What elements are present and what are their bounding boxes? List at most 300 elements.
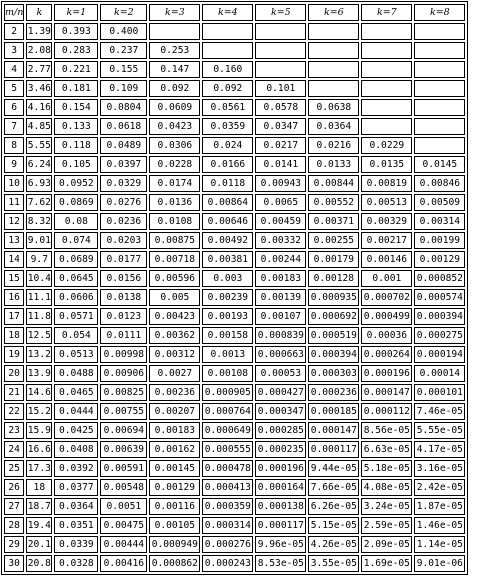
- table-cell: 5.15e-05: [308, 517, 359, 534]
- table-cell: 5.55e-05: [414, 422, 465, 439]
- empty-cell: [361, 23, 412, 40]
- table-cell: 7.66e-05: [308, 479, 359, 496]
- table-body: [4, 23, 465, 572]
- row-label-cell: 3: [4, 42, 24, 59]
- table-cell: 0.0571: [54, 308, 98, 325]
- table-cell: 0.00312: [149, 346, 200, 363]
- table-cell: 0.0488: [54, 365, 98, 382]
- table-cell: 0.0804: [100, 99, 147, 116]
- table-cell: 0.0229: [361, 137, 412, 154]
- empty-cell: [361, 99, 412, 116]
- row-label-cell: 7: [4, 118, 24, 135]
- table-cell: 0.00332: [255, 232, 306, 249]
- table-cell: 0.00146: [361, 251, 412, 268]
- table-cell: 0.00844: [308, 175, 359, 192]
- table-cell: 0.000164: [255, 479, 306, 496]
- empty-cell: [414, 61, 465, 78]
- table-cell: 0.00217: [361, 232, 412, 249]
- row-label-cell: 20: [4, 365, 24, 382]
- table-cell: 0.00193: [202, 308, 253, 325]
- table-cell: 0.00846: [414, 175, 465, 192]
- table-row: [4, 365, 465, 382]
- table-row: [4, 175, 465, 192]
- table-cell: 16.6: [26, 441, 52, 458]
- table-cell: 0.00492: [202, 232, 253, 249]
- table-cell: 0.0328: [54, 555, 98, 572]
- table-cell: 3.55e-05: [308, 555, 359, 572]
- table-row: [4, 422, 465, 439]
- row-label-cell: 4: [4, 61, 24, 78]
- table-cell: 2.77: [26, 61, 52, 78]
- table-cell: 14.6: [26, 384, 52, 401]
- table-cell: 0.160: [202, 61, 253, 78]
- table-cell: 0.0638: [308, 99, 359, 116]
- table-cell: 0.00362: [149, 327, 200, 344]
- table-cell: 1.46e-05: [414, 517, 465, 534]
- table-cell: 0.00371: [308, 213, 359, 230]
- table-cell: 0.0392: [54, 460, 98, 477]
- table-row: [4, 42, 465, 59]
- table-cell: 0.000112: [361, 403, 412, 420]
- table-cell: 0.00239: [202, 289, 253, 306]
- table-cell: 0.00145: [149, 460, 200, 477]
- table-cell: 0.000478: [202, 460, 253, 477]
- table-cell: 0.003: [202, 270, 253, 287]
- table-cell: 0.00158: [202, 327, 253, 344]
- table-cell: 0.00053: [255, 365, 306, 382]
- table-cell: 0.000196: [255, 460, 306, 477]
- table-cell: 6.93: [26, 175, 52, 192]
- row-label-cell: 2: [4, 23, 24, 40]
- table-cell: 0.000285: [255, 422, 306, 439]
- table-cell: 0.109: [100, 80, 147, 97]
- table-cell: 0.000314: [202, 517, 253, 534]
- table-cell: 0.0177: [100, 251, 147, 268]
- column-header: k=7: [361, 4, 412, 21]
- table-cell: 0.00596: [149, 270, 200, 287]
- table-cell: 0.074: [54, 232, 98, 249]
- table-row: [4, 479, 465, 496]
- table-cell: 4.16: [26, 99, 52, 116]
- table-cell: 0.00255: [308, 232, 359, 249]
- table-cell: 0.00116: [149, 498, 200, 515]
- table-row: [4, 308, 465, 325]
- table-cell: 0.0645: [54, 270, 98, 287]
- row-label-cell: 15: [4, 270, 24, 287]
- table-cell: 6.26e-05: [308, 498, 359, 515]
- table-cell: 0.0108: [149, 213, 200, 230]
- table-cell: 0.0136: [149, 194, 200, 211]
- table-row: [4, 327, 465, 344]
- table-cell: 0.0513: [54, 346, 98, 363]
- table-cell: 0.000555: [202, 441, 253, 458]
- column-header: k=3: [149, 4, 200, 21]
- table-cell: 0.00591: [100, 460, 147, 477]
- table-cell: 15.9: [26, 422, 52, 439]
- table-cell: 0.0329: [100, 175, 147, 192]
- column-header: k=5: [255, 4, 306, 21]
- table-row: [4, 346, 465, 363]
- table-row: [4, 555, 465, 572]
- row-label-cell: 9: [4, 156, 24, 173]
- table-cell: 0.000519: [308, 327, 359, 344]
- table-cell: 0.0364: [308, 118, 359, 135]
- table-cell: 18: [26, 479, 52, 496]
- table-cell: 0.000427: [255, 384, 306, 401]
- row-label-cell: 24: [4, 441, 24, 458]
- table-cell: 1.39: [26, 23, 52, 40]
- table-cell: 0.00179: [308, 251, 359, 268]
- table-cell: 0.000196: [361, 365, 412, 382]
- table-cell: 0.000663: [255, 346, 306, 363]
- table-cell: 0.00444: [100, 536, 147, 553]
- table-cell: 0.000764: [202, 403, 253, 420]
- table-cell: 0.00244: [255, 251, 306, 268]
- table-row: [4, 403, 465, 420]
- table-cell: 0.00183: [255, 270, 306, 287]
- row-label-cell: 5: [4, 80, 24, 97]
- table-cell: 0.0228: [149, 156, 200, 173]
- table-cell: 0.000194: [414, 346, 465, 363]
- table-cell: 5.55: [26, 137, 52, 154]
- table-cell: 0.0578: [255, 99, 306, 116]
- table-cell: 0.00108: [202, 365, 253, 382]
- table-cell: 0.0174: [149, 175, 200, 192]
- table-cell: 0.00998: [100, 346, 147, 363]
- empty-cell: [361, 42, 412, 59]
- empty-cell: [361, 61, 412, 78]
- row-label-cell: 23: [4, 422, 24, 439]
- row-label-cell: 27: [4, 498, 24, 515]
- row-label-cell: 30: [4, 555, 24, 572]
- empty-cell: [361, 80, 412, 97]
- table-cell: 0.0423: [149, 118, 200, 135]
- table-cell: 0.00906: [100, 365, 147, 382]
- table-cell: 9.96e-05: [255, 536, 306, 553]
- table-cell: 0.0111: [100, 327, 147, 344]
- table-cell: 0.054: [54, 327, 98, 344]
- table-cell: 0.00207: [149, 403, 200, 420]
- table-cell: 0.005: [149, 289, 200, 306]
- table-cell: 0.000264: [361, 346, 412, 363]
- table-row: [4, 194, 465, 211]
- empty-cell: [414, 99, 465, 116]
- table-cell: 1.14e-05: [414, 536, 465, 553]
- table-cell: 0.00129: [414, 251, 465, 268]
- row-label-cell: 29: [4, 536, 24, 553]
- table-cell: 0.181: [54, 80, 98, 97]
- table-cell: 4.08e-05: [361, 479, 412, 496]
- table-cell: 0.154: [54, 99, 98, 116]
- table-cell: 0.393: [54, 23, 98, 40]
- table-cell: 8.32: [26, 213, 52, 230]
- column-header: k=4: [202, 4, 253, 21]
- table-row: [4, 23, 465, 40]
- table-cell: 0.118: [54, 137, 98, 154]
- table-cell: 0.0013: [202, 346, 253, 363]
- table-cell: 0.0236: [100, 213, 147, 230]
- table-cell: 9.7: [26, 251, 52, 268]
- table-cell: 15.2: [26, 403, 52, 420]
- table-cell: 0.000935: [308, 289, 359, 306]
- table-cell: 0.00825: [100, 384, 147, 401]
- table-cell: 2.42e-05: [414, 479, 465, 496]
- table-cell: 0.0465: [54, 384, 98, 401]
- table-cell: 0.00236: [149, 384, 200, 401]
- table-row: [4, 232, 465, 249]
- empty-cell: [255, 61, 306, 78]
- table-cell: 0.00509: [414, 194, 465, 211]
- row-label-cell: 21: [4, 384, 24, 401]
- column-header: k=2: [100, 4, 147, 21]
- table-cell: 0.000117: [308, 441, 359, 458]
- table-cell: 0.147: [149, 61, 200, 78]
- table-cell: 0.000347: [255, 403, 306, 420]
- table-cell: 0.0145: [414, 156, 465, 173]
- empty-cell: [202, 23, 253, 40]
- table-cell: 0.0141: [255, 156, 306, 173]
- table-cell: 0.00423: [149, 308, 200, 325]
- table-row: [4, 460, 465, 477]
- table-cell: 4.26e-05: [308, 536, 359, 553]
- table-cell: 0.00416: [100, 555, 147, 572]
- table-cell: 0.000702: [361, 289, 412, 306]
- table-cell: 13.9: [26, 365, 52, 382]
- column-header: m/n: [4, 4, 24, 21]
- table-cell: 0.0561: [202, 99, 253, 116]
- row-label-cell: 26: [4, 479, 24, 496]
- table-cell: 0.105: [54, 156, 98, 173]
- table-cell: 17.3: [26, 460, 52, 477]
- row-label-cell: 18: [4, 327, 24, 344]
- table-cell: 0.00162: [149, 441, 200, 458]
- table-cell: 7.62: [26, 194, 52, 211]
- table-cell: 0.00199: [414, 232, 465, 249]
- table-cell: 11.8: [26, 308, 52, 325]
- table-cell: 9.01: [26, 232, 52, 249]
- table-cell: 0.0425: [54, 422, 98, 439]
- empty-cell: [414, 42, 465, 59]
- row-label-cell: 28: [4, 517, 24, 534]
- table-cell: 4.17e-05: [414, 441, 465, 458]
- false-positive-rate-table: [1, 1, 468, 575]
- table-row: [4, 517, 465, 534]
- table-cell: 0.0408: [54, 441, 98, 458]
- empty-cell: [308, 23, 359, 40]
- table-cell: 0.0606: [54, 289, 98, 306]
- table-cell: 0.000185: [308, 403, 359, 420]
- table-cell: 0.221: [54, 61, 98, 78]
- table-cell: 0.092: [202, 80, 253, 97]
- table-cell: 0.0118: [202, 175, 253, 192]
- table-cell: 1.87e-05: [414, 498, 465, 515]
- empty-cell: [255, 23, 306, 40]
- table-cell: 0.000499: [361, 308, 412, 325]
- table-cell: 0.000236: [308, 384, 359, 401]
- table-cell: 0.00329: [361, 213, 412, 230]
- table-cell: 13.2: [26, 346, 52, 363]
- table-cell: 0.0027: [149, 365, 200, 382]
- table-cell: 0.000101: [414, 384, 465, 401]
- row-label-cell: 25: [4, 460, 24, 477]
- table-cell: 0.00107: [255, 308, 306, 325]
- row-label-cell: 11: [4, 194, 24, 211]
- table-cell: 0.0203: [100, 232, 147, 249]
- table-cell: 0.000303: [308, 365, 359, 382]
- empty-cell: [414, 23, 465, 40]
- table-cell: 0.00694: [100, 422, 147, 439]
- table-cell: 2.08: [26, 42, 52, 59]
- table-cell: 0.00513: [361, 194, 412, 211]
- table-container: [1, 1, 468, 575]
- table-row: [4, 61, 465, 78]
- table-cell: 0.0397: [100, 156, 147, 173]
- table-cell: 0.0377: [54, 479, 98, 496]
- table-cell: 0.000394: [414, 308, 465, 325]
- table-cell: 0.0156: [100, 270, 147, 287]
- row-label-cell: 8: [4, 137, 24, 154]
- table-cell: 0.000394: [308, 346, 359, 363]
- table-cell: 0.000413: [202, 479, 253, 496]
- table-cell: 0.00755: [100, 403, 147, 420]
- table-cell: 0.0489: [100, 137, 147, 154]
- table-cell: 0.00036: [361, 327, 412, 344]
- table-cell: 11.1: [26, 289, 52, 306]
- table-cell: 1.69e-05: [361, 555, 412, 572]
- table-cell: 0.000117: [255, 517, 306, 534]
- table-cell: 0.0306: [149, 137, 200, 154]
- row-label-cell: 12: [4, 213, 24, 230]
- table-cell: 0.0609: [149, 99, 200, 116]
- table-row: [4, 441, 465, 458]
- table-cell: 19.4: [26, 517, 52, 534]
- table-cell: 0.000852: [414, 270, 465, 287]
- table-cell: 0.133: [54, 118, 98, 135]
- table-cell: 0.101: [255, 80, 306, 97]
- table-cell: 0.00646: [202, 213, 253, 230]
- table-cell: 20.8: [26, 555, 52, 572]
- table-cell: 0.0123: [100, 308, 147, 325]
- table-cell: 0.0138: [100, 289, 147, 306]
- table-cell: 3.16e-05: [414, 460, 465, 477]
- table-cell: 8.53e-05: [255, 555, 306, 572]
- table-cell: 0.0051: [100, 498, 147, 515]
- table-cell: 0.000138: [255, 498, 306, 515]
- table-cell: 0.0364: [54, 498, 98, 515]
- table-cell: 0.000359: [202, 498, 253, 515]
- table-cell: 0.00129: [149, 479, 200, 496]
- table-cell: 0.00819: [361, 175, 412, 192]
- table-cell: 3.46: [26, 80, 52, 97]
- table-cell: 0.00381: [202, 251, 253, 268]
- table-row: [4, 118, 465, 135]
- table-cell: 2.09e-05: [361, 536, 412, 553]
- empty-cell: [308, 42, 359, 59]
- column-header: k=6: [308, 4, 359, 21]
- table-cell: 0.00864: [202, 194, 253, 211]
- table-cell: 0.0216: [308, 137, 359, 154]
- table-cell: 0.0276: [100, 194, 147, 211]
- table-row: [4, 498, 465, 515]
- table-row: [4, 289, 465, 306]
- table-cell: 0.000235: [255, 441, 306, 458]
- table-cell: 0.0217: [255, 137, 306, 154]
- table-cell: 0.00105: [149, 517, 200, 534]
- table-cell: 0.155: [100, 61, 147, 78]
- table-cell: 0.0359: [202, 118, 253, 135]
- empty-cell: [308, 80, 359, 97]
- table-cell: 0.0166: [202, 156, 253, 173]
- table-cell: 0.000243: [202, 555, 253, 572]
- table-cell: 0.0952: [54, 175, 98, 192]
- table-cell: 9.01e-06: [414, 555, 465, 572]
- table-cell: 0.000147: [308, 422, 359, 439]
- empty-cell: [255, 42, 306, 59]
- empty-cell: [414, 80, 465, 97]
- column-header: k=1: [54, 4, 98, 21]
- table-cell: 0.00548: [100, 479, 147, 496]
- column-header: k: [26, 4, 52, 21]
- table-cell: 0.000692: [308, 308, 359, 325]
- table-cell: 0.00875: [149, 232, 200, 249]
- table-cell: 0.0065: [255, 194, 306, 211]
- table-cell: 0.000276: [202, 536, 253, 553]
- table-cell: 0.024: [202, 137, 253, 154]
- table-cell: 0.0347: [255, 118, 306, 135]
- table-row: [4, 384, 465, 401]
- table-cell: 0.400: [100, 23, 147, 40]
- table-row: [4, 536, 465, 553]
- table-cell: 0.0444: [54, 403, 98, 420]
- row-label-cell: 19: [4, 346, 24, 363]
- table-cell: 0.00128: [308, 270, 359, 287]
- row-label-cell: 13: [4, 232, 24, 249]
- table-cell: 0.0689: [54, 251, 98, 268]
- table-cell: 10.4: [26, 270, 52, 287]
- row-label-cell: 17: [4, 308, 24, 325]
- table-cell: 0.00475: [100, 517, 147, 534]
- table-row: [4, 80, 465, 97]
- table-cell: 0.000275: [414, 327, 465, 344]
- table-cell: 0.0869: [54, 194, 98, 211]
- table-cell: 0.0339: [54, 536, 98, 553]
- row-label-cell: 10: [4, 175, 24, 192]
- table-cell: 3.24e-05: [361, 498, 412, 515]
- table-cell: 0.000574: [414, 289, 465, 306]
- table-cell: 0.000839: [255, 327, 306, 344]
- table-cell: 0.00183: [149, 422, 200, 439]
- table-cell: 0.000862: [149, 555, 200, 572]
- table-cell: 0.00718: [149, 251, 200, 268]
- table-cell: 18.7: [26, 498, 52, 515]
- table-row: [4, 251, 465, 268]
- table-cell: 0.00314: [414, 213, 465, 230]
- empty-cell: [308, 61, 359, 78]
- table-cell: 6.24: [26, 156, 52, 173]
- table-row: [4, 137, 465, 154]
- table-cell: 0.0351: [54, 517, 98, 534]
- table-cell: 9.44e-05: [308, 460, 359, 477]
- table-cell: 0.00014: [414, 365, 465, 382]
- column-header: k=8: [414, 4, 465, 21]
- row-label-cell: 6: [4, 99, 24, 116]
- empty-cell: [149, 23, 200, 40]
- table-row: [4, 270, 465, 287]
- empty-cell: [202, 42, 253, 59]
- row-label-cell: 14: [4, 251, 24, 268]
- table-cell: 0.00943: [255, 175, 306, 192]
- table-cell: 0.000147: [361, 384, 412, 401]
